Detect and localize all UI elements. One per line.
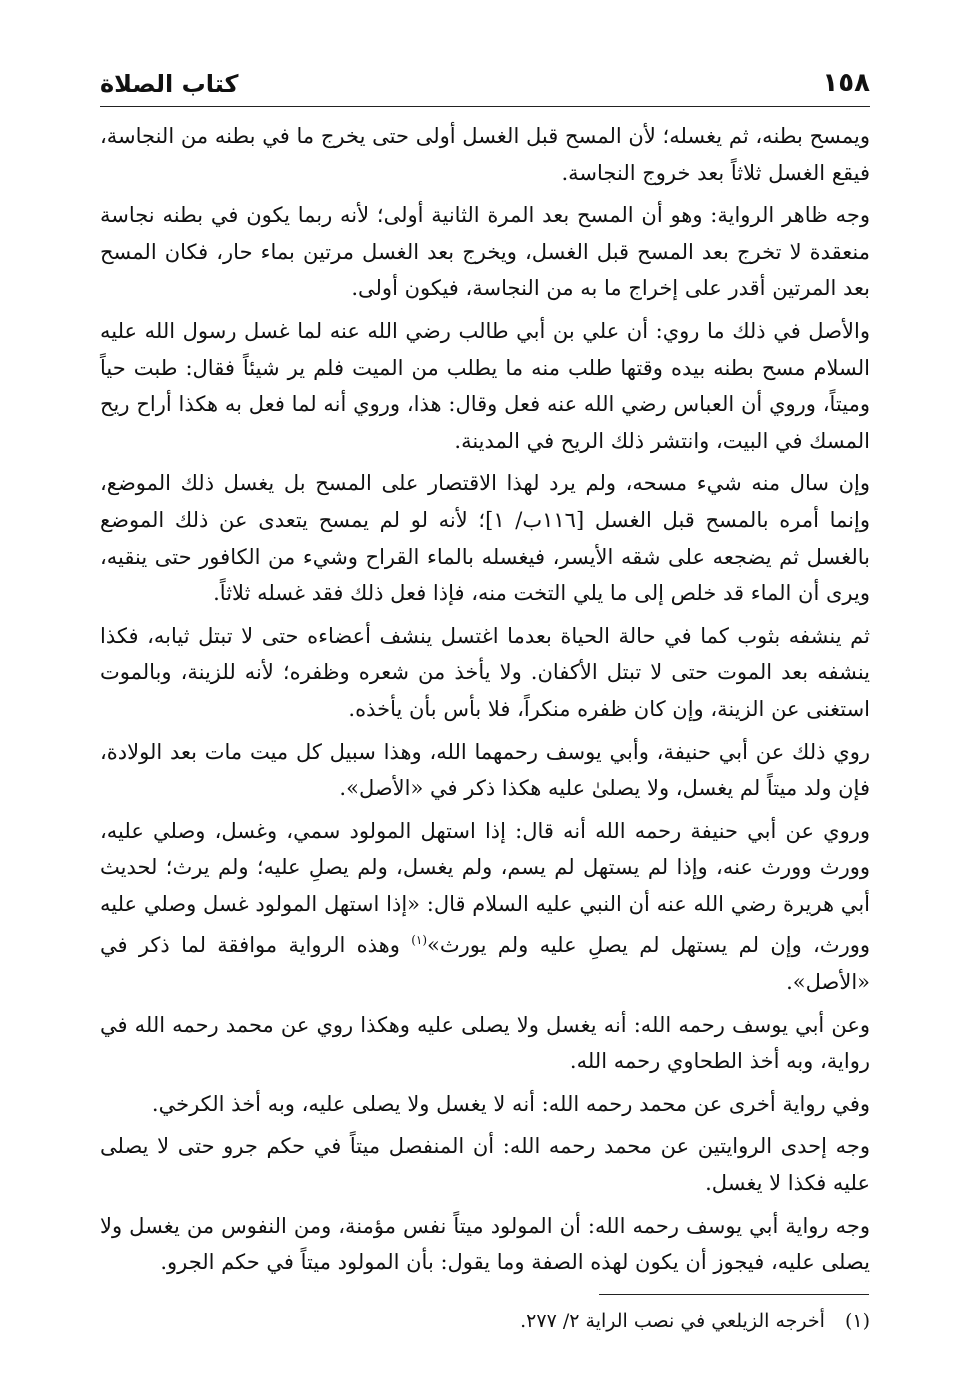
- footnote-divider: [599, 1294, 869, 1295]
- header-divider: [100, 106, 870, 107]
- paragraph: والأصل في ذلك ما روي: أن علي بن أبي طالب رضي الله عنه لما غسل رسول الله عليه السلام مسح بطنه بيده وقتها طلب منه ما يطلب من الميت فلم ير شيئاً فقال: طبت حياً وميتاً، وروي أن العباس رضي الله عنه فعل وقال: هذا، وروي أنه لما فعل به هكذا أراح ريح المسك في البيت، وانتشر ذلك الريح في المدينة.: [100, 318, 870, 453]
- running-title: كتاب الصلاة: [100, 70, 239, 98]
- paragraph-body: وروي عن أبي حنيفة رحمه الله أنه قال: إذا استهل المولود سمي، وغسل، وصلي عليه، وورث وورث عنه، وإذا لم يستهل لم يسم، ولم يغسل، ولم يصلِ عليه؛ ولم يرث؛ لحديث أبي هريرة رضي الله عنه أن النبي عليه السلام قال: «إذا استهل المولود غسل وصلي عليه وورث، وإن لم يستهل لم يصلِ عليه ولم يورث»: [100, 818, 870, 958]
- footnote: [100, 1306, 870, 1336]
- paragraph: ثم ينشفه بثوب كما في حالة الحياة بعدما اغتسل ينشف أعضاءه حتى لا تبتل ثيابه، فكذا ينشفه بعد الموت حتى لا تبتل الأكفان. ولا يأخذ من شعره وظفره؛ لأنه للزينة، وبالموت استغنى عن الزينة، وإن كان ظفره منكراً، فلا بأس بأن يأخذه.: [100, 623, 870, 721]
- footnote-text: أخرجه الزيلعي في نصب الراية ٢/ ٢٧٧.: [520, 1310, 825, 1332]
- main-text: [100, 118, 870, 1287]
- page-header: [100, 58, 870, 98]
- paragraph: وفي رواية أخرى عن محمد رحمه الله: أنه لا يغسل ولا يصلى عليه، وبه أخذ الكرخي.: [151, 1091, 870, 1116]
- paragraph: وعن أبي يوسف رحمه الله: أنه يغسل ولا يصلى عليه وهكذا روي عن محمد رحمه الله في رواية، وبه أخذ الطحاوي رحمه الله.: [100, 1012, 870, 1074]
- footnote-marker: (١): [844, 1310, 870, 1332]
- paragraph: روي ذلك عن أبي حنيفة، وأبي يوسف رحمهما الله، وهذا سبيل كل ميت مات بعد الولادة، فإن ولد ميتاً لم يغسل، ولا يصلىٰ عليه هكذا ذكر في «الأصل».: [100, 739, 870, 801]
- footnote-reference[interactable]: (١): [411, 933, 428, 948]
- paragraph: ويمسح بطنه، ثم يغسله؛ لأن المسح قبل الغسل أولى حتى يخرج ما في بطنه من النجاسة، فيقع الغسل ثلاثاً بعد خروج النجاسة.: [100, 124, 870, 185]
- paragraph-tail: وهذه الرواية موافقة لما ذكر في «الأصل».: [100, 933, 870, 995]
- paragraph: وجه إحدى الروايتين عن محمد رحمه الله: أن المنفصل ميتاً في حكم جرو حتى لا يصلى عليه فكذا لا يغسل.: [100, 1134, 870, 1196]
- paragraph: وجه ظاهر الرواية: وهو أن المسح بعد المرة الثانية أولى؛ لأنه ربما يكون في بطنه نجاسة منعقدة لا تخرج بعد المسح قبل الغسل، ويخرج بعد الغسل مرتين بماء حار، فكان المسح بعد المرتين أقدر على إخراج ما به من النجاسة، فيكون أولى.: [100, 203, 870, 301]
- page-number: ١٥٨: [822, 68, 870, 98]
- paragraph: وجه رواية أبي يوسف رحمه الله: أن المولود ميتاً نفس مؤمنة، ومن النفوس من يغسل ولا يصلى عليه، فيجوز أن يكون لهذه الصفة وما يقول: بأن المولود ميتاً في حكم الجرو.: [100, 1213, 870, 1275]
- paragraph-with-footnote: [100, 813, 870, 1001]
- paragraph: وإن سال منه شيء مسحه، ولم يرد لهذا الاقتصار على المسح بل يغسل ذلك الموضع، وإنما أمره بالمسح قبل الغسل [١١٦ب/ ١]؛ لأنه لو لم يمسح يتعدى عن ذلك الموضع بالغسل ثم يضجعه على شقه الأيسر، فيغسله بالماء القراح وشيء من الكافور حتى ينقيه، ويرى أن الماء قد خلص إلى ما يلي التخت منه، فإذا فعل ذلك فقد غسله ثلاثاً.: [100, 471, 870, 606]
